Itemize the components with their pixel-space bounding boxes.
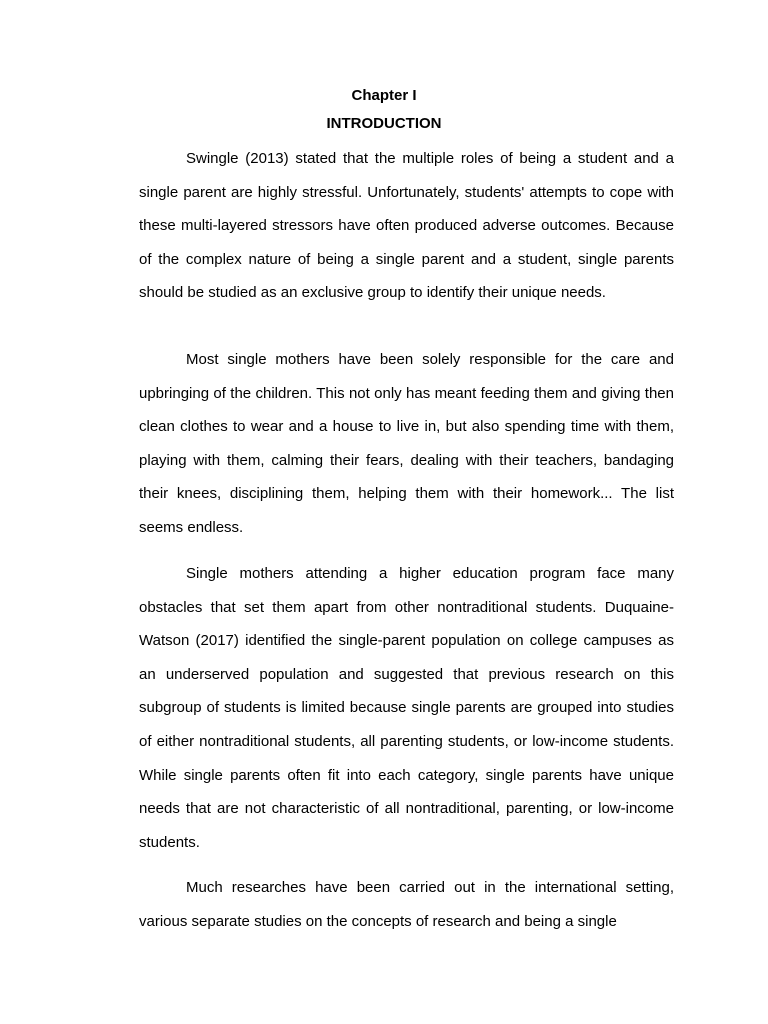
section-title: INTRODUCTION (326, 115, 442, 132)
paragraph-4: Much researches have been carried out in the international setting, various separate studies on the concepts of research and being a single (139, 879, 674, 930)
paragraph-3: Single mothers attending a higher education program face many obstacles that set them apart from other nontraditional students. Duquaine-Watson (2017) identified the single-parent population on college campuses as an underserved population and suggested that previous research on this subgroup of students is limited because single parents are grouped into studies of either nontraditional students, all parenting students, or low-income students. While single parents often fit into each category, single parents have unique needs that are not characteristic of all nontraditional, parenting, or low-income students. (139, 565, 674, 851)
chapter-label: Chapter I (351, 87, 417, 104)
paragraph-1: Swingle (2013) stated that the multiple roles of being a student and a single parent are highly stressful. Unfortunately, students' attempts to cope with these multi-layered stressors have often produced adverse outcomes. Because of the complex nature of being a single parent and a student, single parents should be studied as an exclusive group to identify their unique needs. (139, 150, 674, 302)
paragraph-2: Most single mothers have been solely responsible for the care and upbringing of the children. This not only has meant feeding them and giving then clean clothes to wear and a house to live in, but also spending time with them, playing with them, calming their fears, dealing with their teachers, bandaging their knees, disciplining them, helping them with their homework... The list seems endless. (139, 351, 674, 536)
